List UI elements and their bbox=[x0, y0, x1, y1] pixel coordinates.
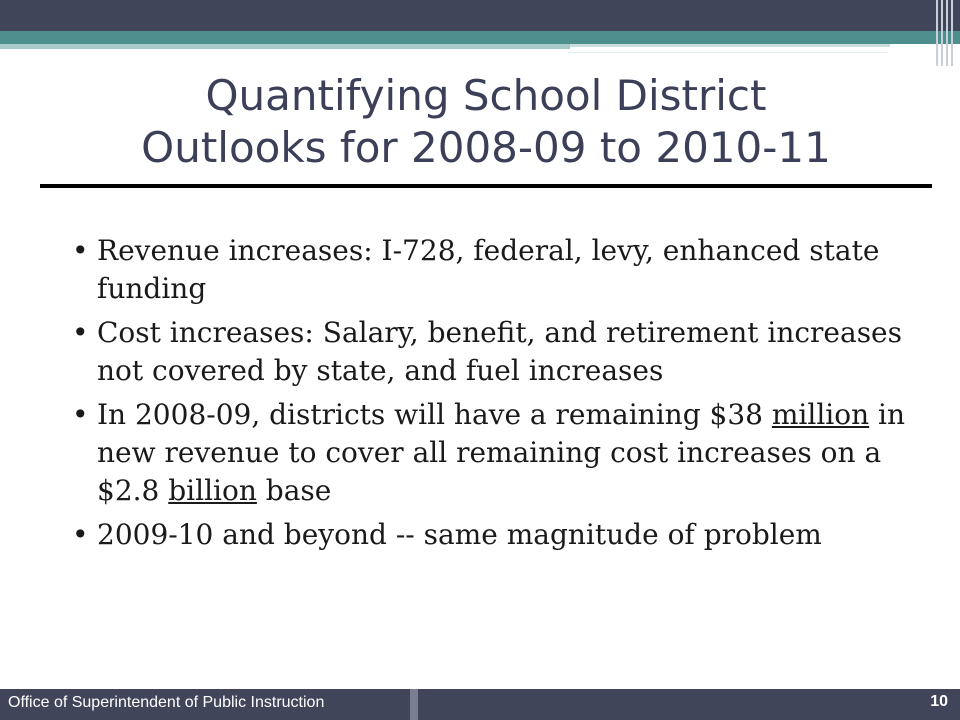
header-dark-bar bbox=[0, 0, 960, 31]
bullet-text-part2: in new revenue to cover all remaining cost increases on a $2.8 bbox=[97, 398, 906, 507]
bullet-revenue bbox=[72, 232, 932, 308]
title-line-1: Quantifying School District bbox=[205, 71, 767, 120]
page-number: 10 bbox=[930, 693, 948, 710]
bullet-2008-09 bbox=[72, 396, 932, 510]
bullet-list bbox=[72, 232, 932, 560]
underlined-billion: billion bbox=[168, 474, 257, 507]
decorative-stripes bbox=[936, 0, 956, 66]
title-line-2: Outlooks for 2008-09 to 2010-11 bbox=[141, 123, 831, 172]
bullet-cost bbox=[72, 314, 932, 390]
bullet-text: Revenue increases: I-728, federal, levy, enhanced state funding bbox=[97, 234, 880, 305]
header-teal-bar bbox=[0, 31, 960, 44]
title-underline bbox=[40, 184, 932, 188]
bullet-text: Cost increases: Salary, benefit, and retirement increases not covered by state, and fuel increases bbox=[97, 316, 902, 387]
header-accent-bar-right bbox=[570, 44, 890, 47]
footer-bar bbox=[0, 689, 960, 720]
header-accent-line bbox=[568, 52, 888, 53]
footer-organization: Office of Superintendent of Public Instruction bbox=[8, 694, 325, 711]
bullet-beyond bbox=[72, 516, 932, 554]
header-accent-bar bbox=[0, 44, 570, 49]
bullet-text: 2009-10 and beyond -- same magnitude of problem bbox=[97, 518, 822, 551]
bullet-text-part1: In 2008-09, districts will have a remaining $38 bbox=[97, 398, 772, 431]
bullet-text-part3: base bbox=[256, 474, 332, 507]
footer-separator bbox=[410, 689, 418, 720]
slide-title bbox=[40, 70, 932, 174]
underlined-million: million bbox=[771, 398, 870, 431]
